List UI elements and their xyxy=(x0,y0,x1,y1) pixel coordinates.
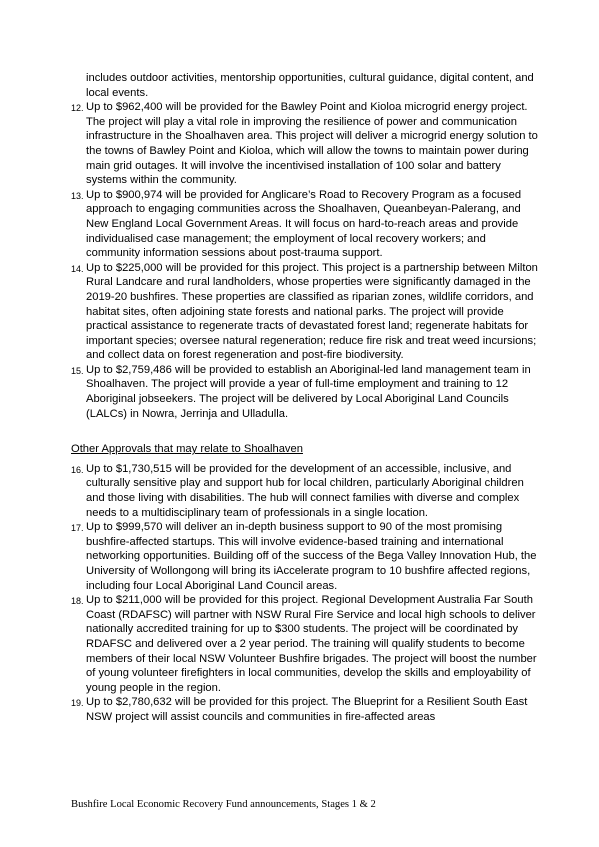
item-text: Up to $999,570 will deliver an in-depth business support to 90 of the most promising bushfire-affected startups. This will involve evidence-based training and international networking opportunities. Building off of the success of the Bega Valley Innovation Hub, the University of Wollongong will bring its iAccelerate program to 10 bushfire affected regions, including four Local Aboriginal Land Council areas. xyxy=(86,521,537,592)
item-list-a xyxy=(71,100,541,421)
list-item xyxy=(71,100,541,188)
item-number: 14. xyxy=(71,263,84,274)
list-item xyxy=(71,520,541,593)
list-item xyxy=(71,593,541,695)
item-number: 19. xyxy=(71,698,84,709)
page-footer: Bushfire Local Economic Recovery Fund announcements, Stages 1 & 2 xyxy=(71,799,376,810)
item-number: 15. xyxy=(71,365,84,376)
item-text: Up to $225,000 will be provided for this project. This project is a partnership between Milton Rural Landcare and rural landholders, whose properties were significantly damaged in the 2019-20 bushfires. These properties are classified as riparian zones, wildlife corridors, and habitat sites, often adjoining state forests and national parks. The project will provide practical assistance to regenerate tracts of devastated forest land; regenerate habitats for important species; oversee natural regeneration; reduce fire risk and treat weed incursions; and collect data on forest regeneration and post-fire biodiversity. xyxy=(86,261,538,362)
document-body xyxy=(71,71,541,725)
item-list-b xyxy=(71,462,541,725)
continuation-text: includes outdoor activities, mentorship opportunities, cultural guidance, digital content, and local events. xyxy=(86,72,534,99)
item-number: 16. xyxy=(71,464,84,475)
list-item xyxy=(71,695,541,724)
section-heading: Other Approvals that may relate to Shoalhaven xyxy=(71,443,303,456)
item-text: Up to $1,730,515 will be provided for the development of an accessible, inclusive, and culturally sensitive play and support hub for local children, particularly Aboriginal children and those living with disabilities. The hub will connect families with diverse and complex needs to a multidisciplinary team of professionals in a single location. xyxy=(86,462,524,519)
item-number: 12. xyxy=(71,103,84,114)
list-item xyxy=(71,261,541,363)
item-number: 13. xyxy=(71,190,84,201)
list-item xyxy=(71,188,541,261)
item-text: Up to $2,759,486 will be provided to establish an Aboriginal-led land management team in Shoalhaven. The project will provide a year of full-time employment and training to 12 Aboriginal jobseekers. The project will be delivered by Local Aboriginal Land Councils (LALCs) in Nowra, Jerrinja and Ulladulla. xyxy=(86,363,531,420)
item-number: 18. xyxy=(71,596,84,607)
item-text: Up to $211,000 will be provided for this project. Regional Development Australia Far South Coast (RDAFSC) will partner with NSW Rural Fire Service and local high schools to deliver nationally accredited training for up to $300 students. The project will be coordinated by RDAFSC and delivered over a 2 year period. The training will qualify students to become members of their local NSW Volunteer Bushfire brigades. The project will boost the number of young volunteer firefighters in local communities, develop the skills and employability of young people in the region. xyxy=(86,594,537,694)
item-text: Up to $2,780,632 will be provided for this project. The Blueprint for a Resilient South East NSW project will assist councils and communities in fire-affected areas xyxy=(86,696,528,723)
item-text: Up to $900,974 will be provided for Anglicare’s Road to Recovery Program as a focused approach to engaging communities across the Shoalhaven, Queanbeyan-Palerang, and New England Local Government Areas. It will focus on hard-to-reach areas and provide individualised case management; the employment of local recovery workers; and community information sessions about post-trauma support. xyxy=(86,188,522,260)
item-text: Up to $962,400 will be provided for the Bawley Point and Kioloa microgrid energy project. The project will play a vital role in improving the resilience of power and communication infrastructure in the Shoalhaven area. This project will deliver a microgrid energy solution to the towns of Bawley Point and Kioloa, which will allow the towns to maintain power during main grid outages. It will involve the incentivised installation of 100 solar and battery systems within the community. xyxy=(86,101,538,187)
list-item xyxy=(71,363,541,421)
item-number: 17. xyxy=(71,523,84,534)
list-item xyxy=(71,462,541,520)
